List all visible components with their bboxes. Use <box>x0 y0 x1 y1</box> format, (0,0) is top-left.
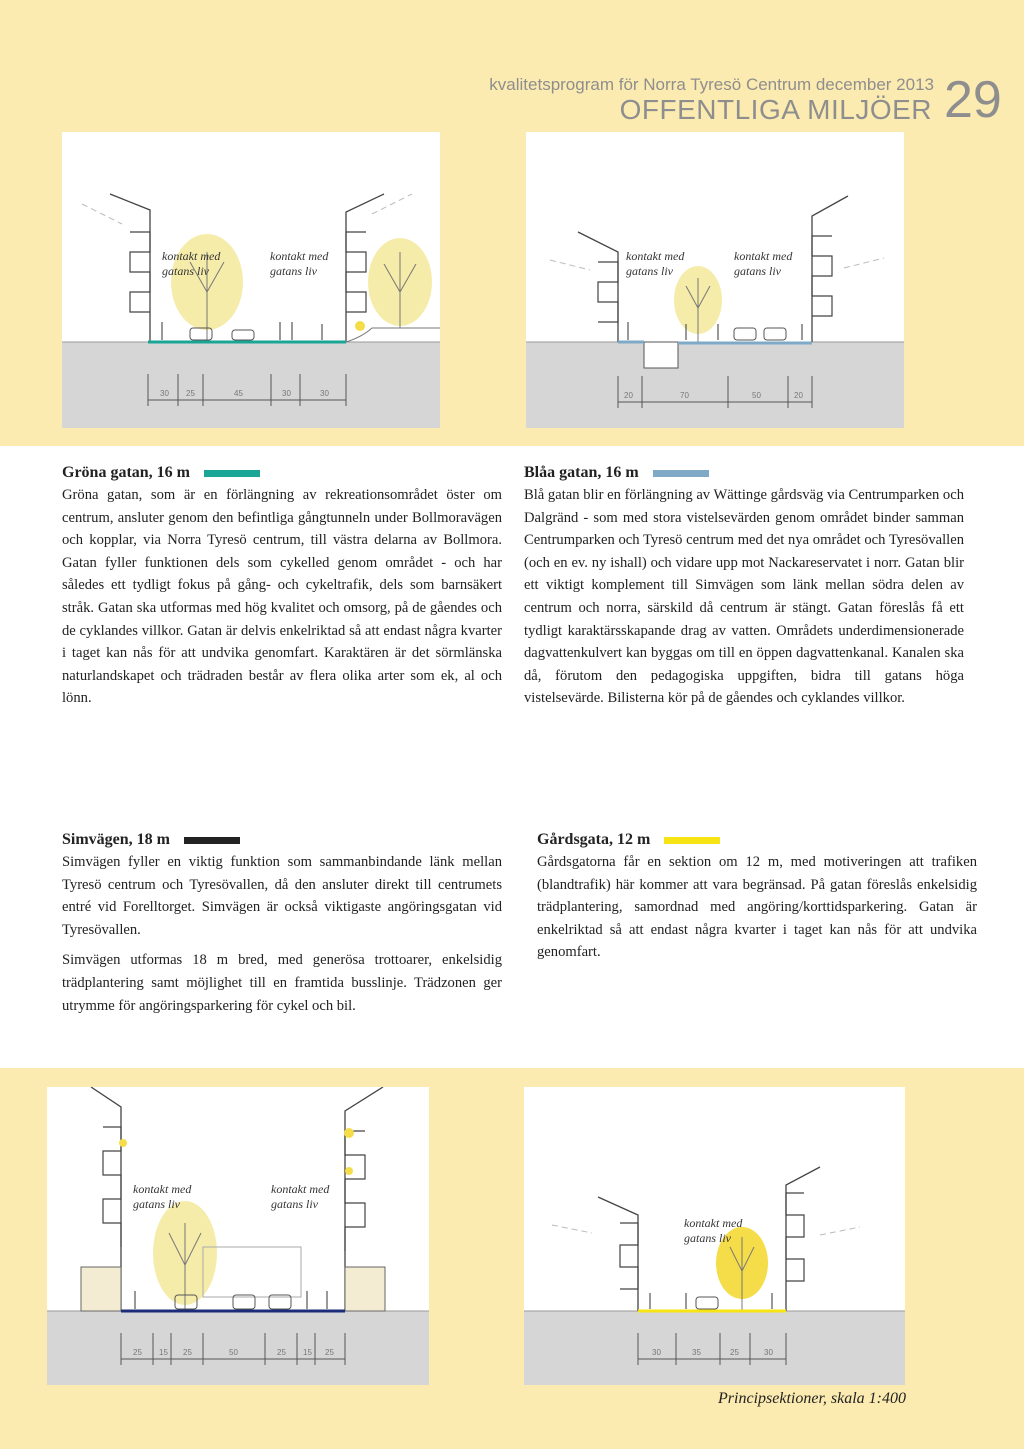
dim-label: 45 <box>234 389 243 398</box>
dim-label: 25 <box>186 389 195 398</box>
svg-text:gatans liv: gatans liv <box>734 264 781 278</box>
svg-text:gatans liv: gatans liv <box>162 264 209 278</box>
svg-text:kontakt med: kontakt med <box>626 249 685 263</box>
header-title: OFFENTLIGA MILJÖER <box>619 94 932 125</box>
section-text: Gröna gatan, som är en förlängning av rekreationsområdet öster om centrum, ansluter genom den befintliga gångtunneln under Bollmoravägen och kopplar, via Norra Tyresö centrum, till västra delarna av Bollmora. Gatan fyller funktionen dels som cykelled genom området - och har således ett tydligt fokus på gång- och cykeltrafik, dels som barnsäkert stråk. Gatan ska utformas med hög kvalitet och omsorg, på de gåendes och de cyklandes villkor. Gatan är delvis enkelriktad så att endast några kvarter i taget kan nås för att undvika genomfart. Karaktären är det sörmlänska naturlandskapet och trädraden består av flera olika arter som ek, al och lönn. <box>62 487 502 707</box>
svg-text:gatans liv: gatans liv <box>133 1197 180 1211</box>
dim-label: 15 <box>303 1348 312 1357</box>
header-subtitle: kvalitetsprogram för Norra Tyresö Centrum december 2013 <box>489 75 934 94</box>
section-text: Simvägen utformas 18 m bred, med generösa trottoarer, enkelsidig trädplantering samt möjlighet till en framtida busslinje. Trädzonen ger utrymme för angöringsparkering för cykel och bil. <box>62 952 502 1014</box>
svg-text:gatans liv: gatans liv <box>271 1197 318 1211</box>
color-bar-black <box>184 837 240 844</box>
dim-label: 30 <box>652 1348 661 1357</box>
color-bar-blue <box>653 470 709 477</box>
section-text: Blå gatan blir en förlängning av Wättinge gårdsväg via Centrumparken och Dalgränd - som med stora vistelsevärden genom området binder samman Centrumparken och Tyresö centrum med det nya området och Tyresövallen (och en ev. ny ishall) och vidare upp mot Nackareservatet i norr. Gatan blir ett viktigt komplement till Simvägen som länk mellan södra delen av centrum och norra, särskild då centrum är stängt. Gatan föreslås få ett tydligt karaktärsskapande drag av vatten. Områdets underdimensionerade dagvattenkulvert kan byggas om till en öppen dagvattenkanal. Kanalen ska då, förutom den pedagogiska uppgiften, bidra till gatans höga vistelsevärde. Bilisterna kör på de gåendes och cyklandes villkor. <box>524 487 964 707</box>
section-diagram-blaa <box>526 132 904 428</box>
section-blaa-gatan <box>524 462 964 710</box>
svg-text:gatans liv: gatans liv <box>270 264 317 278</box>
section-title <box>537 829 977 851</box>
svg-text:kontakt med: kontakt med <box>162 249 221 263</box>
dim-label: 30 <box>160 389 169 398</box>
section-title <box>62 829 502 851</box>
svg-text:gatans liv: gatans liv <box>626 264 673 278</box>
dim-label: 25 <box>183 1348 192 1357</box>
section-diagram-simvagen <box>47 1087 429 1385</box>
dim-label: 30 <box>320 389 329 398</box>
dim-label: 50 <box>752 391 761 400</box>
dim-label: 20 <box>794 391 803 400</box>
dim-label: 25 <box>730 1348 739 1357</box>
dim-label: 50 <box>229 1348 238 1357</box>
section-title-text: Gårdsgata, 12 m <box>537 831 651 848</box>
svg-text:kontakt med: kontakt med <box>734 249 793 263</box>
dim-label: 15 <box>159 1348 168 1357</box>
section-simvagen <box>62 829 502 1017</box>
dim-label: 30 <box>764 1348 773 1357</box>
svg-text:kontakt med: kontakt med <box>133 1182 192 1196</box>
section-title <box>524 462 964 484</box>
svg-text:kontakt med: kontakt med <box>270 249 329 263</box>
dim-label: 25 <box>133 1348 142 1357</box>
section-title-text: Gröna gatan, 16 m <box>62 464 190 481</box>
section-diagram-grona <box>62 132 440 428</box>
svg-text:kontakt med: kontakt med <box>271 1182 330 1196</box>
section-text: Simvägen fyller en viktig funktion som sammanbindande länk mellan Tyresö centrum och Tyresövallen, då den ansluter direkt till centrumets entré vid Forelltorget. Simvägen är också viktigaste angöringsgatan vid Tyresövallen. <box>62 854 502 938</box>
dim-label: 25 <box>277 1348 286 1357</box>
page-number: 29 <box>944 71 1002 129</box>
section-diagram-gardsgata <box>524 1087 905 1385</box>
dim-label: 35 <box>692 1348 701 1357</box>
figure-caption: Principsektioner, skala 1:400 <box>718 1390 906 1407</box>
section-title <box>62 462 502 484</box>
dim-label: 20 <box>624 391 633 400</box>
color-bar-green <box>204 470 260 477</box>
section-grona-gatan <box>62 462 502 710</box>
section-title-text: Simvägen, 18 m <box>62 831 170 848</box>
dim-label: 30 <box>282 389 291 398</box>
dim-label: 70 <box>680 391 689 400</box>
section-gardsgata <box>537 829 977 964</box>
section-title-text: Blåa gatan, 16 m <box>524 464 639 481</box>
svg-text:kontakt med: kontakt med <box>684 1216 743 1230</box>
color-bar-yellow <box>664 837 720 844</box>
section-text: Gårdsgatorna får en sektion om 12 m, med motiveringen att trafiken (blandtrafik) här kommer att vara begränsad. På gatan föreslås enkelsidig trädplantering, samordnad med angöring/korttidsparkering. Gatan är enkelriktad så att endast några kvarter i taget kan nås för att undvika genomfart. <box>537 854 977 961</box>
svg-text:gatans liv: gatans liv <box>684 1231 731 1245</box>
dim-label: 25 <box>325 1348 334 1357</box>
